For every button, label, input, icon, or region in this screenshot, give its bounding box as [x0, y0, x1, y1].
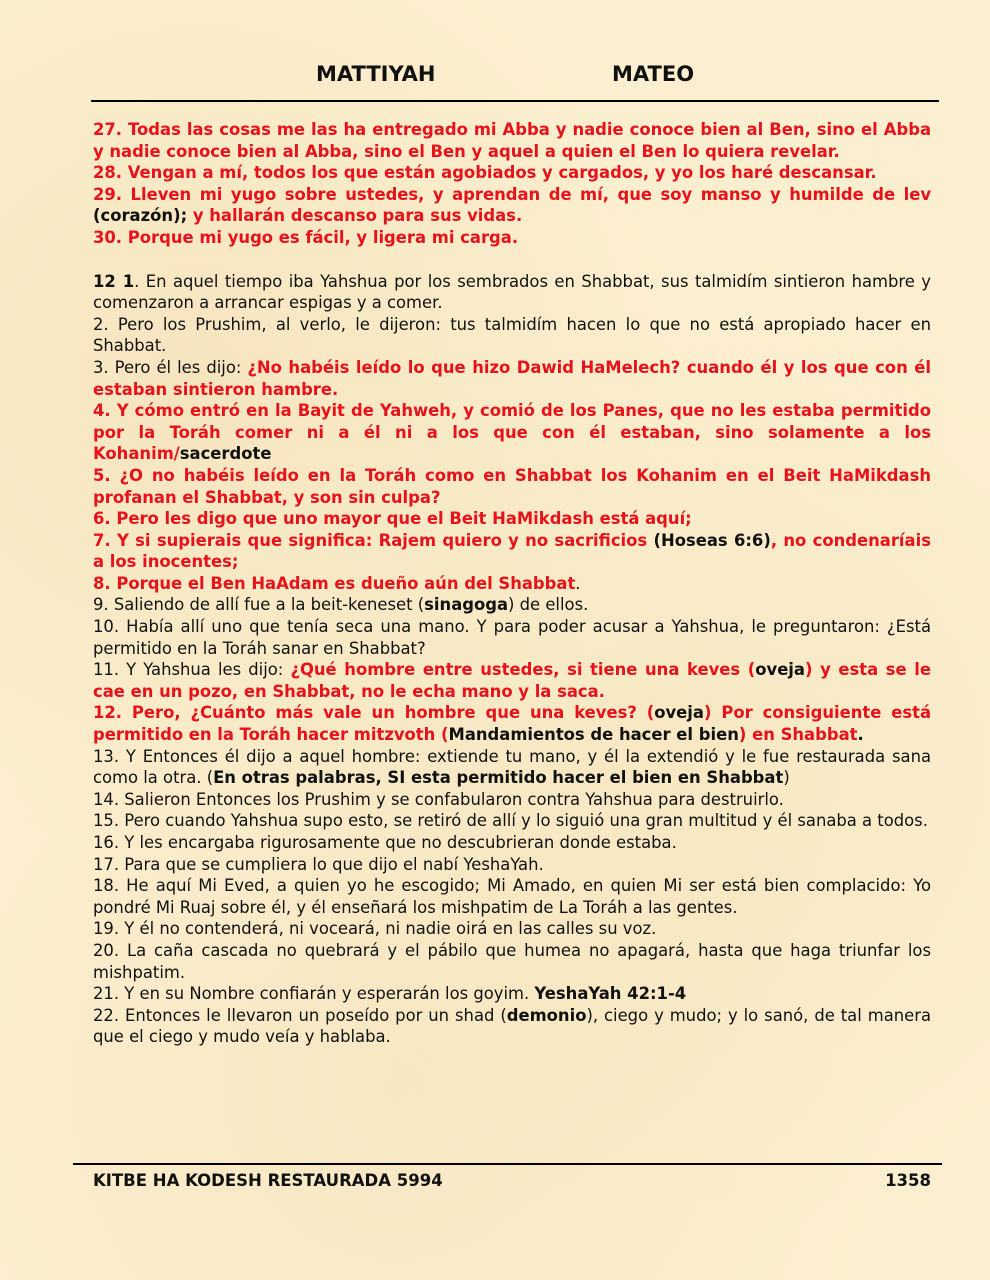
page-header	[0, 58, 990, 90]
verse-13: 13. Y Entonces él dijo a aquel hombre: extiende tu mano, y él la extendió y le fue restaurada sana como la otra. (En otras palabras, SI esta permitido hacer el bien en Shabbat)	[93, 746, 931, 788]
verse-17: 17. Para que se cumpliera lo que dijo el nabí YeshaYah.	[93, 854, 544, 874]
verse-10: 10. Había allí uno que tenía seca una mano. Y para poder acusar a Yahshua, le preguntaron: ¿Está permitido en la Toráh sanar en Shabbat?	[93, 617, 931, 658]
header-divider	[91, 100, 939, 102]
verse-6: 6. Pero les digo que uno mayor que el Beit HaMikdash está aquí;	[93, 509, 692, 529]
verse-15: 15. Pero cuando Yahshua supo esto, se retiró de allí y lo siguió una gran multitud y él sanaba a todos.	[93, 811, 928, 831]
verse-11: 11. Y Yahshua les dijo: ¿Qué hombre entre ustedes, si tiene una keves (oveja) y esta se le cae en un pozo, en Shabbat, no le echa mano y la saca.	[93, 660, 931, 701]
verse-16: 16. Y les encargaba rigurosamente que no descubrieran donde estaba.	[93, 833, 677, 852]
verse-12: 12. Pero, ¿Cuánto más vale un hombre que una keves? (oveja) Por consiguiente está permitido en la Toráh hacer mitzvoth (Mandamientos de hacer el bien) en Shabbat.	[93, 703, 932, 745]
verse-7: 7. Y si supierais que significa: Rajem quiero y no sacrificios (Hoseas 6:6), no condenaríais a los inocentes;	[93, 530, 931, 572]
chapter-gap	[93, 249, 931, 271]
header-title-hebrew: MATTIYAH	[316, 62, 436, 86]
verse-20: 20. La caña cascada no quebrará y el pábilo que humea no apagará, hasta que haga triunfar los mishpatim.	[93, 940, 931, 982]
verse-4: 4. Y cómo entró en la Bayit de Yahweh, y comió de los Panes, que no les estaba permitido por la Toráh comer ni a él ni a los que con él estaban, sino solamente a los Kohanim/sacerdote	[93, 401, 931, 464]
header-title-spanish: MATEO	[612, 62, 695, 86]
verse-30: 30. Porque mi yugo es fácil, y ligera mi carga.	[93, 227, 519, 247]
book-title: KITBE HA KODESH RESTAURADA 5994	[93, 1171, 443, 1190]
verse-2: 2. Pero los Prushim, al verlo, le dijeron: tus talmidím hacen lo que no está apropiado hacer en Shabbat.	[93, 314, 931, 356]
verse-27: 27. Todas las cosas me las ha entregado mi Abba y nadie conoce bien al Ben, sino el Abba y nadie conoce bien al Abba, sino el Ben y aquel a quien el Ben lo quiera revelar.	[93, 120, 931, 161]
page-footer	[93, 1171, 931, 1190]
verse-3: 3. Pero él les dijo: ¿No habéis leído lo que hizo Dawid HaMelech? cuando él y los que con él estaban sintieron hambre.	[93, 357, 931, 399]
footer-divider	[73, 1163, 942, 1165]
verse-19: 19. Y él no contenderá, ni voceará, ni nadie oirá en las calles su voz.	[93, 919, 657, 939]
verse-14: 14. Salieron Entonces los Prushim y se confabularon contra Yahshua para destruirlo.	[93, 789, 784, 809]
verse-8: 8. Porque el Ben HaAdam es dueño aún del Shabbat.	[93, 573, 581, 593]
verse-9: 9. Saliendo de allí fue a la beit-keneset (sinagoga) de ellos.	[93, 595, 589, 615]
verse-22: 22. Entonces le llevaron un poseído por un shad (demonio), ciego y mudo; y lo sanó, de tal manera que el ciego y mudo veía y hablaba.	[93, 1005, 931, 1047]
verse-18: 18. He aquí Mi Eved, a quien yo he escogido; Mi Amado, en quien Mi ser está bien complacido: Yo pondré Mi Ruaj sobre él, y él enseñará los mishpatim de La Toráh a las gentes.	[93, 876, 931, 917]
verse-28: 28. Vengan a mí, todos los que están agobiados y cargados, y yo los haré descansar.	[93, 163, 877, 183]
verse-21: 21. Y en su Nombre confiarán y esperarán los goyim. YeshaYah 42:1-4	[93, 984, 687, 1004]
verse-29: 29. Lleven mi yugo sobre ustedes, y aprendan de mí, que soy manso y humilde de lev (corazón); y hallarán descanso para sus vidas.	[93, 184, 931, 226]
verse-5: 5. ¿O no habéis leído en la Toráh como en Shabbat los Kohanim en el Beit HaMikdash profanan el Shabbat, y son sin culpa?	[93, 465, 931, 507]
verse-12-1: 12 1. En aquel tiempo iba Yahshua por los sembrados en Shabbat, sus talmidím sintieron hambre y comenzaron a arrancar espigas y a comer.	[93, 271, 931, 313]
page-number: 1358	[885, 1171, 931, 1190]
chapter-number: 12 1	[93, 271, 135, 291]
scripture-text	[93, 119, 931, 1048]
